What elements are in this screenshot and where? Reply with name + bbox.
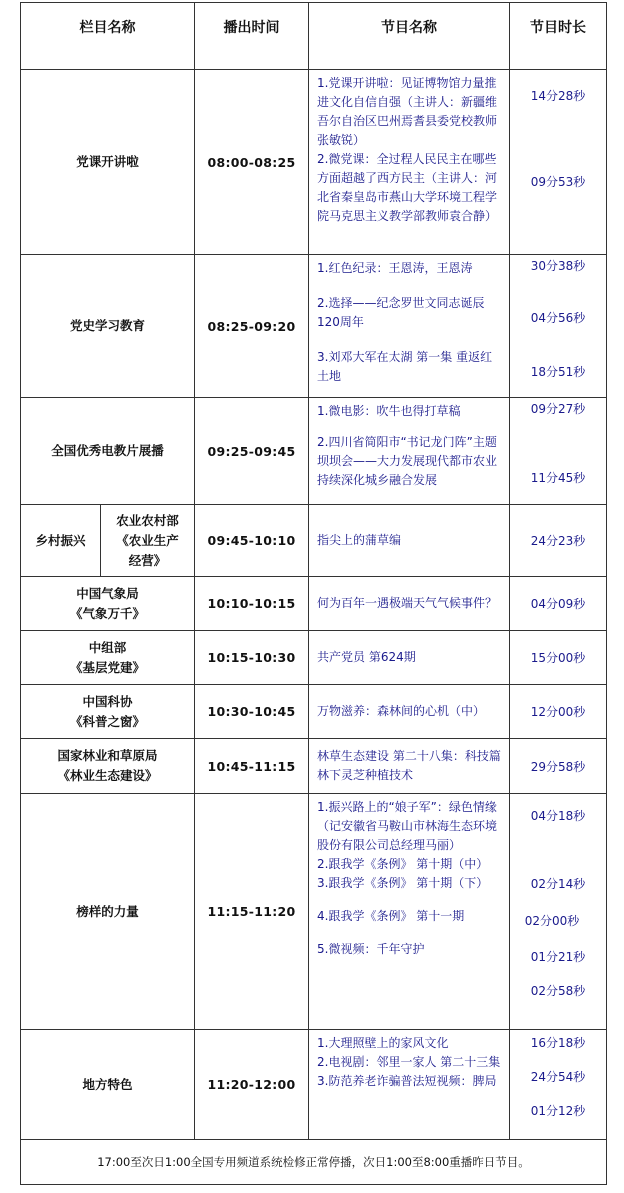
broadcast-time: 10:30-10:45 (195, 685, 309, 739)
broadcast-time: 10:45-11:15 (195, 739, 309, 794)
column-group-name: 乡村振兴 (21, 505, 101, 577)
program-item: 1.党课开讲啦：见证博物馆力量推进文化自信自强（主讲人：新疆维吾尔自治区巴州焉耆县委党校教师张敏锐） (317, 76, 498, 147)
program-cell (309, 794, 510, 1030)
program-cell (309, 577, 510, 631)
duration-item: 18分51秒 (530, 365, 586, 379)
duration-cell (510, 255, 607, 398)
table-row (21, 70, 607, 255)
program-item: 2.微党课：全过程人民民主在哪些方面超越了西方民主（主讲人：河北省秦皇岛市燕山大学环境工程学院马克思主义教学部教师袁合静） (317, 152, 498, 223)
table-row (21, 685, 607, 739)
program-item: 3.防范养老诈骗普法短视频：脾局 (317, 1074, 497, 1088)
column-name: 中国科协 《科普之窗》 (21, 685, 195, 739)
broadcast-time: 09:45-10:10 (195, 505, 309, 577)
table-row (21, 577, 607, 631)
broadcast-time: 11:15-11:20 (195, 794, 309, 1030)
column-name: 榜样的力量 (21, 794, 195, 1030)
column-name: 党课开讲啦 (21, 70, 195, 255)
table-row (21, 631, 607, 685)
program-cell (309, 685, 510, 739)
footer-row (21, 1140, 607, 1185)
column-name: 党史学习教育 (21, 255, 195, 398)
broadcast-time: 08:00-08:25 (195, 70, 309, 255)
program-item: 何为百年一遇极端天气气候事件？ (317, 596, 498, 610)
broadcast-time: 08:25-09:20 (195, 255, 309, 398)
header-program: 节目名称 (309, 3, 510, 70)
column-name: 中国气象局 《气象万千》 (21, 577, 195, 631)
program-item: 1.振兴路上的“娘子军”：绿色情缘（记安徽省马鞍山市林海生态环境股份有限公司总经理马丽） (317, 800, 498, 852)
program-cell (309, 505, 510, 577)
program-item: 万物滋养：森林间的心机（中） (317, 704, 486, 718)
table-row (21, 794, 607, 1030)
program-item: 2.选择——纪念罗世文同志诞辰120周年 (317, 296, 485, 329)
program-item: 指尖上的蒲草编 (317, 533, 402, 547)
column-name: 全国优秀电教片展播 (21, 398, 195, 505)
duration-item: 24分23秒 (510, 505, 607, 577)
duration-item: 04分09秒 (510, 577, 607, 631)
footer-note: 17:00至次日1:00全国专用频道系统检修正常停播，次日1:00至8:00重播昨日节目。 (21, 1140, 607, 1185)
header-column: 栏目名称 (21, 3, 195, 70)
program-item: 3.刘邓大军在太湖 第一集 重返红土地 (317, 350, 493, 383)
duration-cell (510, 1030, 607, 1140)
program-cell (309, 70, 510, 255)
program-item: 3.跟我学《条例》 第十期（下） (317, 876, 489, 890)
duration-cell (510, 398, 607, 505)
column-name: 国家林业和草原局 《林业生态建设》 (21, 739, 195, 794)
duration-item: 24分54秒 (530, 1070, 586, 1084)
program-item: 2.四川省简阳市“书记龙门阵”主题坝坝会——大力发展现代都市农业 持续深化城乡融合发展 (317, 435, 498, 487)
program-cell (309, 631, 510, 685)
table-row (21, 255, 607, 398)
table-row (21, 505, 607, 577)
duration-item: 09分27秒 (530, 402, 586, 416)
column-name: 农业农村部 《农业生产 经营》 (101, 505, 195, 577)
duration-item: 02分58秒 (530, 984, 586, 998)
program-item: 4.跟我学《条例》 第十一期 (317, 909, 465, 923)
duration-item: 14分28秒 (530, 89, 586, 103)
duration-cell (510, 794, 607, 1030)
program-item: 共产党员 第624期 (317, 650, 416, 664)
broadcast-time: 10:10-10:15 (195, 577, 309, 631)
duration-item: 04分18秒 (530, 809, 586, 823)
program-cell (309, 739, 510, 794)
duration-item: 02分00秒 (524, 914, 580, 928)
program-item: 2.电视剧：邻里一家人 第二十三集 (317, 1055, 501, 1069)
column-name: 中组部 《基层党建》 (21, 631, 195, 685)
duration-item: 01分12秒 (530, 1104, 586, 1118)
program-item: 林草生态建设 第二十八集：科技篇 林下灵芝种植技术 (317, 749, 501, 782)
program-cell (309, 1030, 510, 1140)
duration-item: 01分21秒 (530, 950, 586, 964)
broadcast-time: 10:15-10:30 (195, 631, 309, 685)
table-row (21, 398, 607, 505)
program-item: 1.红色纪录：王恩涛，王恩涛 (317, 261, 473, 275)
broadcast-time: 11:20-12:00 (195, 1030, 309, 1140)
header-time: 播出时间 (195, 3, 309, 70)
table-row (21, 739, 607, 794)
header-duration: 节目时长 (510, 3, 607, 70)
duration-item: 29分58秒 (510, 739, 607, 794)
program-item: 2.跟我学《条例》 第十期（中） (317, 857, 489, 871)
program-cell (309, 398, 510, 505)
program-item: 1.微电影：吹牛也得打草稿 (317, 404, 461, 418)
duration-cell (510, 70, 607, 255)
duration-item: 04分56秒 (530, 311, 586, 325)
duration-item: 12分00秒 (510, 685, 607, 739)
column-name: 地方特色 (21, 1030, 195, 1140)
duration-item: 11分45秒 (530, 471, 586, 485)
broadcast-time: 09:25-09:45 (195, 398, 309, 505)
program-cell (309, 255, 510, 398)
duration-item: 16分18秒 (530, 1036, 586, 1050)
duration-item: 02分14秒 (530, 877, 586, 891)
schedule-table (20, 2, 607, 1185)
header-row (21, 3, 607, 70)
program-item: 5.微视频：千年守护 (317, 942, 425, 956)
duration-item: 09分53秒 (530, 175, 586, 189)
duration-item: 30分38秒 (530, 259, 586, 273)
program-item: 1.大理照壁上的家风文化 (317, 1036, 449, 1050)
duration-item: 15分00秒 (510, 631, 607, 685)
table-row (21, 1030, 607, 1140)
